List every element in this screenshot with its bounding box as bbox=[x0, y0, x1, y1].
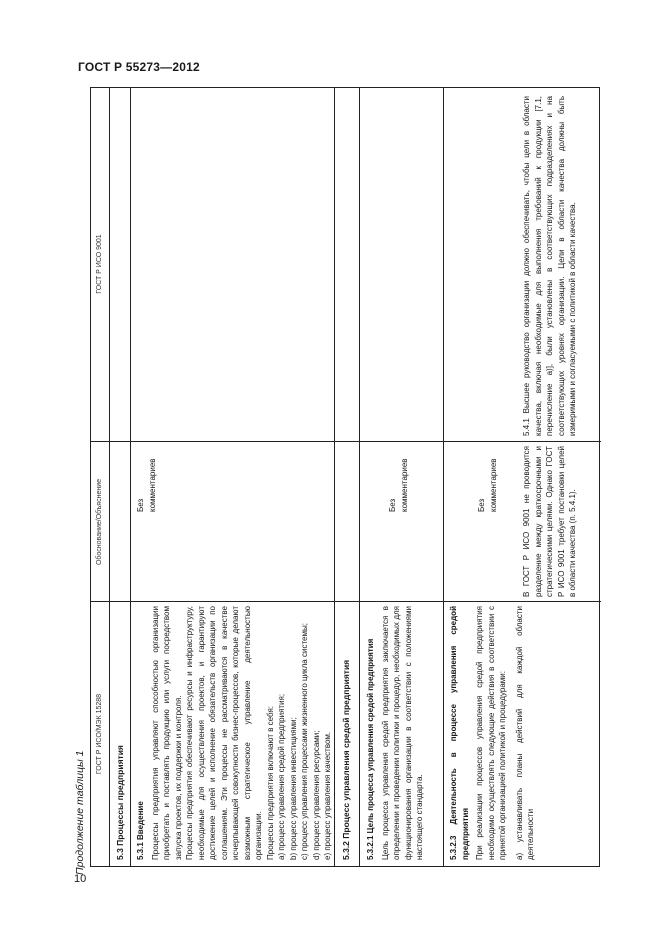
col-divider-2c bbox=[130, 441, 334, 442]
row-5-3-2-3-explanation: В ГОСТ Р ИСО 9001 не проводится разделение между краткосрочными и стратегическими целями. Однако ГОСТ Р ИСО 9001 требует постановки целей в области качества (п. 5.4.1). bbox=[522, 446, 577, 597]
table-caption: Продолжение таблицы 1 bbox=[74, 750, 86, 875]
section-5-3-title: 5.3 Процессы предприятия bbox=[115, 745, 125, 860]
section-5-3-2-title: 5.3.2 Процесс управления средой предприятия bbox=[341, 659, 351, 860]
row-5-3-2-1-iso15288 bbox=[365, 606, 426, 860]
row-5-3-1-list-item: b) процесс управления инвестициями; bbox=[288, 717, 298, 860]
row-5-3-1-iso15288 bbox=[135, 606, 334, 860]
row-5-3-1-paragraph: Процессы предприятия включают в себя: bbox=[265, 705, 275, 860]
col-divider-1a bbox=[91, 601, 130, 602]
row-5-3-1-list-item: d) процесс управления ресурсами; bbox=[311, 730, 321, 860]
col-divider-2d bbox=[359, 441, 601, 442]
section-5-3-rule bbox=[130, 88, 131, 866]
header-rule bbox=[109, 88, 110, 866]
row-5-3-2-3-title: 5.3.2.3 Деятельность в процессе управления средой предприятия bbox=[449, 606, 470, 860]
col-divider-2a bbox=[91, 441, 130, 442]
row-5-3-2-3-iso15288 bbox=[448, 606, 537, 860]
row-5-3-2-3-iso9001: 5.4.1 Высшее руководство организации должно обеспечивать, чтобы цели в области качества, включая необходимые для выполнения требований к продукции [7.1, перечисление a)], были установлены в соответствующих подразделениях и на соответствующих уровнях организации. Цели в области качества должны быть измеримыми и согласуемыми с политикой в области качества. bbox=[522, 96, 577, 436]
row-5-3-1-list-item: c) процесс управления процессами жизненного цикла системы; bbox=[300, 623, 309, 860]
page-number: 10 bbox=[74, 873, 87, 885]
row-5-3-2-3-comment: Без комментариев bbox=[477, 458, 498, 512]
row-5-3-2-1-text: Цель процесса управления средой предприятия заключается в определении и проведении политики и процедур, необходимых для функционирования организации в соответствии с положениями настоящего стандарта. bbox=[380, 606, 424, 860]
comparison-table bbox=[90, 87, 600, 867]
row-5-3-2-3-text: При реализации процессов управления средой предприятия необходимо осуществлять следующие действия в соответствии с принятой организацией политикой и процедурами: bbox=[475, 606, 507, 860]
row-5-3-1-comment: Без комментариев bbox=[136, 458, 157, 512]
row-5-3-1-title: 5.3.1 Введение bbox=[136, 801, 145, 860]
col-divider-1d bbox=[359, 601, 601, 602]
col-divider-1c bbox=[130, 601, 334, 602]
row-5-3-2-1-comment: Без комментариев bbox=[388, 458, 409, 512]
row-5-3-1-list-item: e) процесс управления качеством. bbox=[323, 731, 332, 860]
rotated-table-block bbox=[72, 86, 600, 875]
row-5-3-1-list-item: a) процесс управления средой предприятия; bbox=[277, 693, 286, 860]
row-5-3-1-paragraph: Процессы предприятия управляют способностью организации приобретать и поставлять продукцию или услуги посредством запуска проектов, их поддержки и контроля. bbox=[150, 606, 183, 860]
row-5-3-1-rule bbox=[334, 88, 335, 866]
col-divider-2b bbox=[334, 441, 359, 442]
section-5-3-2-rule bbox=[359, 88, 360, 866]
column-header-iso9001: ГОСТ Р ИСО 9001 bbox=[96, 234, 103, 294]
row-5-3-2-1-title: 5.3.2.1 Цель процесса управления средой предприятия bbox=[366, 638, 375, 860]
column-header-rationale: Обоснование/Объяснение bbox=[96, 478, 103, 566]
row-5-3-2-3-item-a: a) устанавливать планы действий для каждой области деятельности bbox=[514, 606, 535, 860]
col-divider-1b bbox=[334, 601, 359, 602]
column-header-iso15288: ГОСТ Р ИСО/МЭК 15288 bbox=[96, 693, 103, 775]
row-5-3-1-paragraph: Процессы предприятия обеспечивают ресурсы и инфраструктуру, необходимые для осуществления проектов, и гарантируют достижение целей и исполнение обязательств организации по соглашениям. Эти процессы не рассматриваются в качестве исчерпывающей совокупности бизнес-процессов, которые делают возможным стратегическое управление деятельностью организации. bbox=[185, 606, 263, 860]
row-5-3-2-1-rule bbox=[443, 88, 444, 866]
document-header: ГОСТ Р 55273—2012 bbox=[78, 60, 200, 74]
